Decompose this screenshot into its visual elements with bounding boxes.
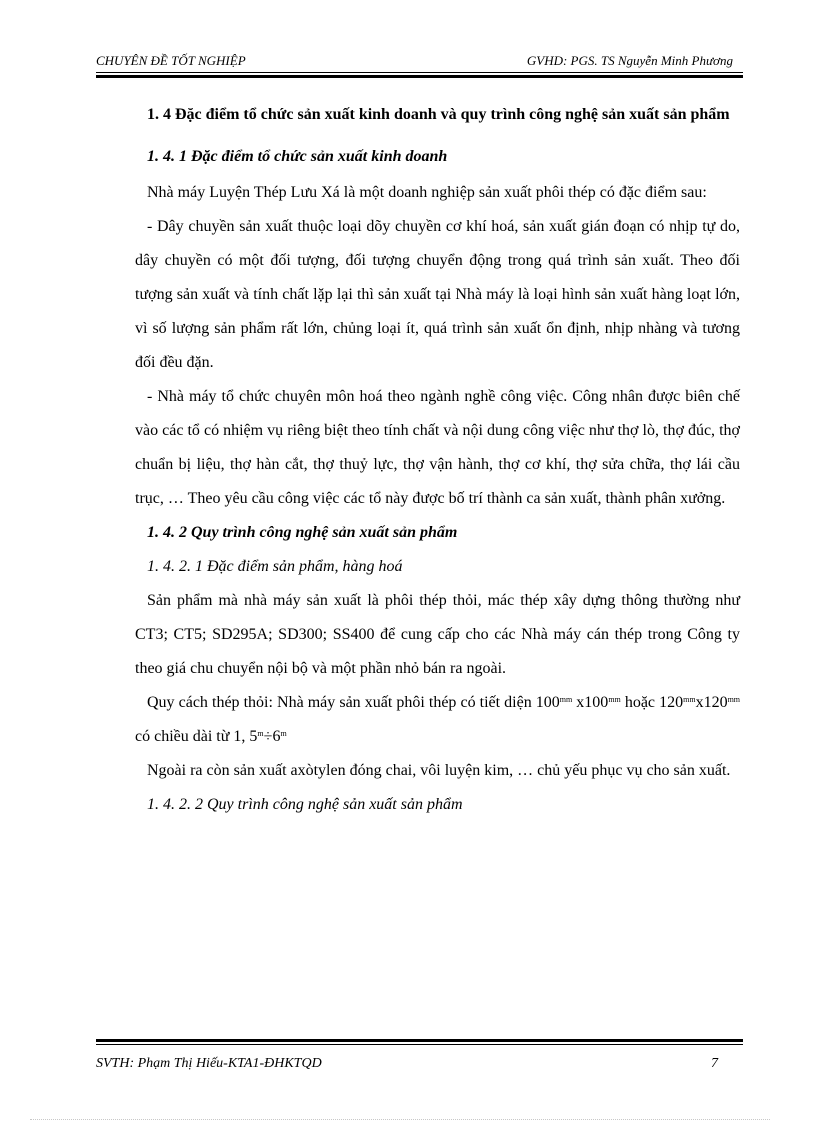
footer-rule-thin: [96, 1044, 743, 1045]
unit-superscript: mm: [559, 695, 573, 704]
paragraph: Ngoài ra còn sản xuất axòtylen đóng chai, vôi luyện kim, … chủ yếu phục vụ cho sản xuất.: [147, 762, 731, 779]
page-footer: [96, 1054, 736, 1074]
header-title: CHUYÊN ĐỀ TỐT NGHIỆP: [96, 53, 246, 68]
text-run: hoặc 120: [620, 694, 684, 711]
text-run: Quy cách thép thỏi: Nhà máy sản xuất phôi thép có tiết diện 100: [147, 694, 560, 711]
text-run: x120: [695, 694, 728, 711]
paragraph: - Dây chuyền sản xuất thuộc loại dõy chuyền cơ khí hoá, sản xuất gián đoạn có nhịp tự do, dây chuyền có một đối tượng, đối tượng chuyển động trong quá trình sản xuất. Theo đối tượng sản xuất và tính chất lặp lại thì sản xuất tại Nhà máy là loại hình sản xuất hàng loạt lớn, vì số lượng sản phẩm rất lớn, chủng loại ít, quá trình sản xuất ổn định, nhịp nhàng và tương đối đều đặn.: [135, 218, 740, 371]
header-advisor: GVHD: PGS. TS Nguyễn Minh Phương: [526, 53, 733, 68]
page-header: [96, 51, 736, 71]
sub-subsection-heading: 1. 4. 2. 2 Quy trình công nghệ sản xuất sản phẩm: [147, 796, 463, 813]
footer-author: SVTH: Phạm Thị Hiếu-KTA1-ĐHKTQD: [96, 1056, 322, 1071]
paragraph-dimensions: [135, 686, 740, 754]
header-rule-thick: [96, 75, 743, 78]
unit-superscript: mm: [608, 695, 621, 704]
page-number: 7: [711, 1056, 718, 1071]
text-run: x100: [572, 694, 609, 711]
sub-subsection-heading: 1. 4. 2. 1 Đặc điểm sản phẩm, hàng hoá: [147, 558, 403, 575]
unit-superscript: m: [280, 729, 287, 738]
unit-superscript: m: [257, 729, 264, 738]
paragraph: Sản phẩm mà nhà máy sản xuất là phôi thép thỏi, mác thép xây dựng thông thường như CT3; CT5; SD295A; SD300; SS400 để cung cấp cho các Nhà máy cán thép trong Công ty theo giá chu chuyển nội bộ và một phần nhỏ bán ra ngoài.: [135, 592, 740, 677]
unit-superscript: mm: [727, 695, 741, 704]
subsection-heading: 1. 4. 2 Quy trình công nghệ sản xuất sản phẩm: [147, 524, 458, 541]
text-run: ÷6: [263, 728, 281, 745]
paragraph: - Nhà máy tổ chức chuyên môn hoá theo ngành nghề công việc. Công nhân được biên chế vào các tổ có nhiệm vụ riêng biệt theo tính chất và nội dung công việc như thợ lò, thợ đúc, thợ chuẩn bị liệu, thợ hàn cắt, thợ thuỷ lực, thợ vận hành, thợ cơ khí, thợ sửa chữa, thợ lái cầu trục, … Theo yêu cầu công việc các tổ này được bố trí thành ca sản xuất, thành phân xưởng.: [135, 388, 740, 507]
header-rule-thin: [96, 72, 743, 73]
page-edge-dotted-line: [30, 1119, 770, 1120]
unit-superscript: mm: [683, 695, 696, 704]
document-body: [135, 96, 740, 822]
paragraph: Nhà máy Luyện Thép Lưu Xá là một doanh nghiệp sản xuất phôi thép có đặc điểm sau:: [147, 184, 707, 201]
section-heading: 1. 4 Đặc điểm tổ chức sản xuất kinh doanh và quy trình công nghệ sản xuất sản phẩm: [147, 106, 730, 123]
subsection-heading: 1. 4. 1 Đặc điểm tổ chức sản xuất kinh doanh: [147, 148, 448, 165]
text-run: có chiều dài từ 1, 5: [135, 728, 258, 745]
footer-rule-thick: [96, 1039, 743, 1042]
